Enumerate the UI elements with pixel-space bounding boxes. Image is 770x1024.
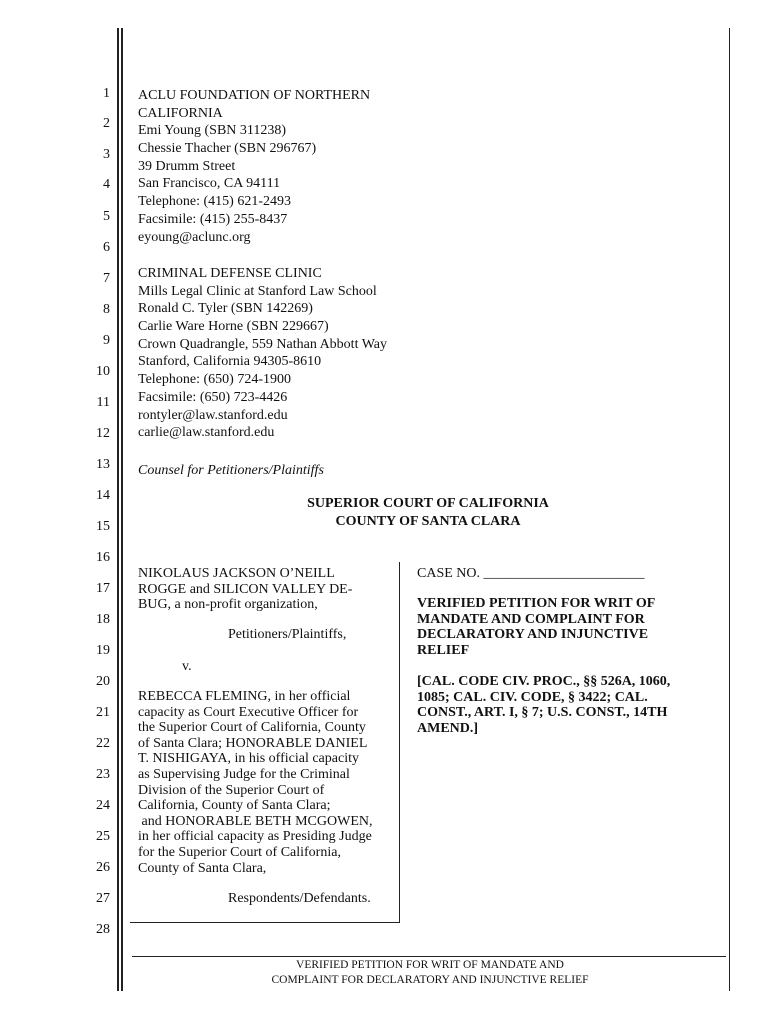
line-number: 28 — [96, 922, 110, 937]
line-number: 2 — [103, 116, 110, 131]
counsel-for-label: Counsel for Petitioners/Plaintiffs — [138, 463, 324, 478]
left-margin-rule-outer — [117, 28, 119, 991]
counsel-line: Facsimile: (650) 723-4426 — [138, 389, 288, 405]
document-title — [417, 596, 655, 658]
respondents-label: Respondents/Defendants. — [228, 891, 371, 906]
respondent-line: of Santa Clara; HONORABLE DANIEL — [138, 735, 368, 751]
counsel-line: San Francisco, CA 94111 — [138, 176, 281, 192]
line-number: 18 — [96, 612, 110, 627]
line-number: 3 — [103, 147, 110, 162]
counsel-line: Crown Quadrangle, 559 Nathan Abbott Way — [138, 336, 388, 352]
counsel-line: rontyler@law.stanford.edu — [138, 407, 288, 423]
line-number: 20 — [96, 674, 110, 689]
respondent-line: REBECCA FLEMING, in her official — [138, 689, 351, 704]
footer-line: VERIFIED PETITION FOR WRIT OF MANDATE AND — [296, 959, 564, 971]
line-number: 5 — [103, 209, 110, 224]
counsel-line: Mills Legal Clinic at Stanford Law School — [138, 283, 377, 299]
counsel-line: Ronald C. Tyler (SBN 142269) — [138, 301, 313, 317]
respondent-line: California, County of Santa Clara; — [138, 798, 331, 814]
petitioners-label: Petitioners/Plaintiffs, — [228, 627, 347, 642]
caption-divider-horizontal — [130, 922, 400, 923]
aclu-counsel-block — [138, 87, 370, 246]
petitioner-line: ROGGE and SILICON VALLEY DE- — [138, 581, 353, 597]
petitioner-line: NIKOLAUS JACKSON O’NEILL — [138, 566, 335, 581]
caption-respondents — [138, 689, 372, 876]
counsel-line: CALIFORNIA — [138, 105, 223, 121]
court-heading — [138, 495, 718, 531]
versus-label: v. — [182, 659, 192, 674]
footer-rule — [132, 956, 726, 957]
statute-line: CONST., ART. I, § 7; U.S. CONST., 14TH — [417, 705, 668, 721]
respondent-line: in her official capacity as Presiding Judge — [138, 829, 372, 845]
statute-line: AMEND.] — [417, 720, 479, 736]
line-number: 4 — [103, 177, 110, 192]
document-title-line: MANDATE AND COMPLAINT FOR — [417, 611, 645, 627]
counsel-line: carlie@law.stanford.edu — [138, 425, 275, 441]
respondent-line: capacity as Court Executive Officer for — [138, 704, 359, 720]
petitioner-line: BUG, a non-profit organization, — [138, 597, 318, 613]
counsel-line: Facsimile: (415) 255-8437 — [138, 211, 288, 227]
line-number: 12 — [96, 426, 110, 441]
document-title-line: VERIFIED PETITION FOR WRIT OF — [417, 596, 656, 611]
respondent-line: County of Santa Clara, — [138, 860, 267, 876]
clinic-counsel-block — [138, 265, 387, 442]
line-number: 9 — [103, 333, 110, 348]
counsel-line: Carlie Ware Horne (SBN 229667) — [138, 319, 329, 335]
line-number: 15 — [96, 519, 110, 534]
counsel-line: eyoung@aclunc.org — [138, 229, 251, 245]
line-number: 16 — [96, 550, 110, 565]
footer-line: COMPLAINT FOR DECLARATORY AND INJUNCTIVE RELIEF — [271, 974, 589, 986]
respondent-line: for the Superior Court of California, — [138, 844, 341, 860]
statute-citations — [417, 674, 670, 736]
counsel-line: Telephone: (650) 724-1900 — [138, 372, 291, 388]
respondent-line: Division of the Superior Court of — [138, 782, 325, 798]
document-title-line: RELIEF — [417, 642, 470, 658]
respondent-line: and HONORABLE BETH MCGOWEN, — [138, 813, 373, 829]
court-county: COUNTY OF SANTA CLARA — [335, 514, 521, 529]
document-title-line: DECLARATORY AND INJUNCTIVE — [417, 627, 649, 643]
line-number: 7 — [103, 271, 110, 286]
line-number: 13 — [96, 457, 110, 472]
counsel-line: CRIMINAL DEFENSE CLINIC — [138, 266, 322, 281]
counsel-line: Telephone: (415) 621-2493 — [138, 194, 291, 210]
respondent-line: the Superior Court of California, County — [138, 720, 366, 736]
line-number: 19 — [96, 643, 110, 658]
caption-parties — [138, 566, 352, 613]
line-number: 6 — [103, 240, 110, 255]
counsel-line: 39 Drumm Street — [138, 158, 236, 174]
footer-caption — [200, 958, 660, 988]
right-margin-rule — [729, 28, 730, 991]
line-number: 8 — [103, 302, 110, 317]
line-number: 17 — [96, 581, 110, 596]
line-number: 11 — [96, 395, 110, 410]
respondent-line: as Supervising Judge for the Criminal — [138, 766, 350, 782]
line-number: 1 — [103, 86, 110, 101]
caption-divider-vertical — [399, 562, 400, 923]
line-number: 26 — [96, 860, 110, 875]
line-number: 24 — [96, 798, 110, 813]
line-number: 21 — [96, 705, 110, 720]
left-margin-rule-inner — [121, 28, 123, 991]
respondent-line: T. NISHIGAYA, in his official capacity — [138, 751, 359, 767]
line-number: 14 — [96, 488, 110, 503]
line-number: 23 — [96, 767, 110, 782]
counsel-line: Chessie Thacher (SBN 296767) — [138, 141, 317, 157]
line-number: 25 — [96, 829, 110, 844]
line-number: 22 — [96, 736, 110, 751]
statute-line: 1085; CAL. CIV. CODE, § 3422; CAL. — [417, 689, 648, 705]
line-number: 10 — [96, 364, 110, 379]
counsel-line: ACLU FOUNDATION OF NORTHERN — [138, 88, 371, 103]
counsel-line: Emi Young (SBN 311238) — [138, 123, 287, 139]
case-number: CASE NO. _______________________ — [417, 566, 645, 581]
line-number: 27 — [96, 891, 110, 906]
statute-line: [CAL. CODE CIV. PROC., §§ 526A, 1060, — [417, 674, 671, 689]
court-name: SUPERIOR COURT OF CALIFORNIA — [307, 496, 549, 511]
counsel-line: Stanford, California 94305-8610 — [138, 354, 322, 370]
